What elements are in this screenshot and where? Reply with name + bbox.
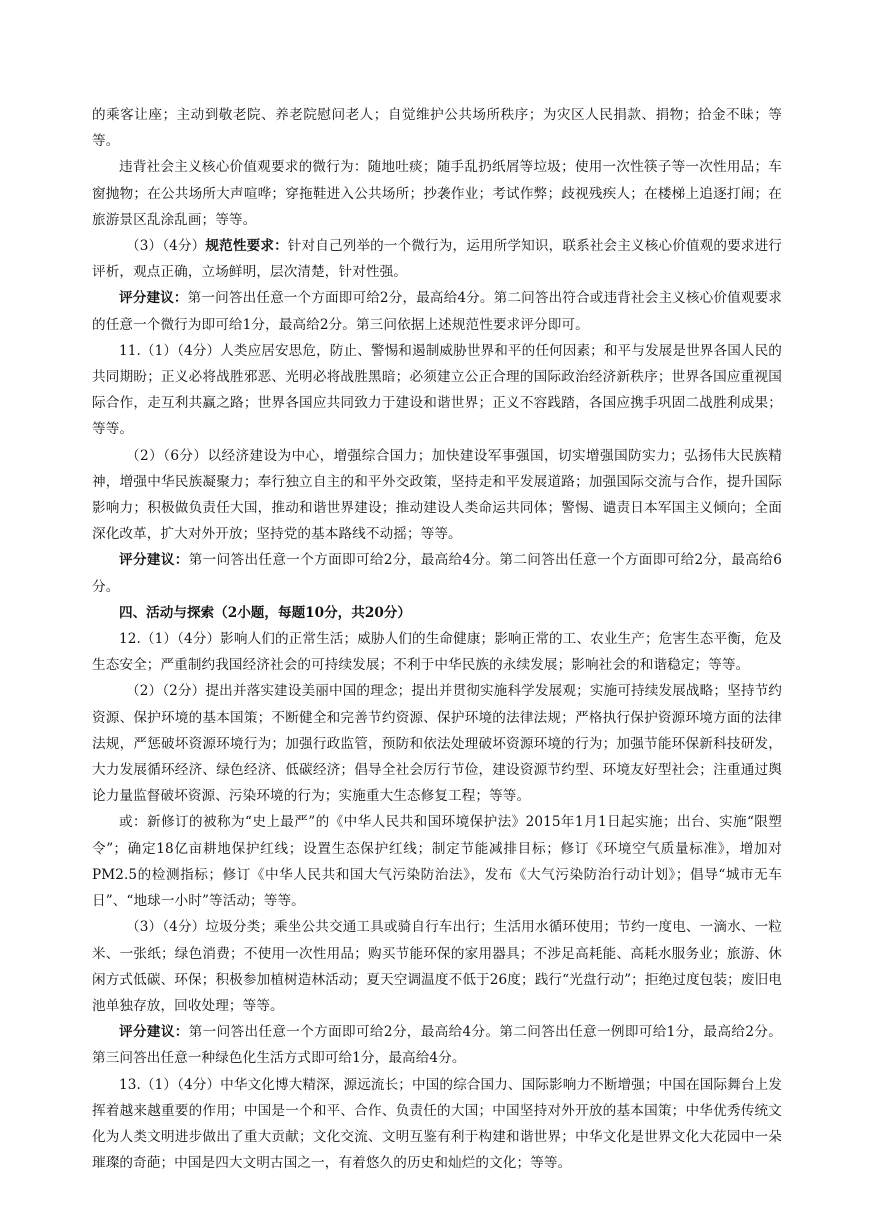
answer-document [92,102,782,1176]
scoring-note-text: 第一问答出任意一个方面即可给2分，最高给4分。第二问答出任意一例即可给1分，最高给2分。第三问答出任意一种绿色化生活方式即可给1分，最高给4分。 [92,1024,782,1067]
scoring-note-label: 评分建议： [119,290,188,307]
answer-text: 针对自己列举的一个微行为，运用所学知识，联系社会主义核心价值观的要求进行评析，观点正确，立场鲜明，层次清楚，针对性强。 [92,238,782,281]
answer-paragraph-12-2: （2）（2分）提出并落实建设美丽中国的理念；提出并贯彻实施科学发展观；实施可持续发展战略；坚持节约资源、保护环境的基本国策；不断健全和完善节约资源、保护环境的法律法规；严格执行保护资源环境方面的法律法规，严惩破坏资源环境行为；加强行政监管，预防和依法处理破坏资源环境的行为；加强节能环保新科技研发，大力发展循环经济、绿色经济、低碳经济；倡导全社会厉行节俭，建设资源节约型、环境友好型社会；注重通过舆论力量监督破坏资源、污染环境的行为；实施重大生态修复工程；等等。 [92,683,782,805]
answer-paragraph-13-1: 13.（1）（4分）中华文化博大精深，源远流长；中国的综合国力、国际影响力不断增强；中国在国际舞台上发挥着越来越重要的作用；中国是一个和平、合作、负责任的大国；中国坚持对外开放的基本国策；中华优秀传统文化为人类文明进步做出了重大贡献；文化交流、文明互鉴有利于构建和谐世界；中华文化是世界文化大花园中一朵璀璨的奇葩；中国是四大文明古国之一，有着悠久的历史和灿烂的文化；等等。 [92,1076,782,1172]
answer-paragraph-11-1: 11.（1）（4分）人类应居安思危，防止、警惕和遏制威胁世界和平的任何因素；和平与发展是世界各国人民的共同期盼；正义必将战胜邪恶、光明必将战胜黑暗；必须建立公正合理的国际政治经济新秩序；世界各国应重视国际合作，走互利共赢之路；世界各国应共同致力于建设和谐世界；正义不容践踏，各国应携手巩固二战胜利成果；等等。 [92,342,782,438]
scoring-note-label: 评分建议： [119,1024,189,1041]
answer-paragraph-12-2-alt: 或：新修订的被称为“史上最严”的《中华人民共和国环境保护法》2015年1月1日起实施；出台、实施“限塑令”；确定18亿亩耕地保护红线；设置生态保护红线；制定节能减排目标；修订《环境空气质量标准》，增加对PM2.5的检测指标；修订《中华人民共和国大气污染防治法》，发布《大气污染防治行动计划》；倡导“城市无车日”、“地球一小时”等活动；等等。 [92,814,782,910]
scoring-note-12 [92,1019,782,1071]
section-heading-activities: 四、活动与探索（2小题，每题10分，共20分） [119,604,411,621]
normative-requirement-label: 规范性要求： [205,238,288,255]
answer-paragraph-10-3 [92,233,782,285]
scoring-note-10 [92,285,782,337]
scoring-note-text: 第一问答出任意一个方面即可给2分，最高给4分。第二问答出符合或违背社会主义核心价值观要求的任意一个微行为即可给1分，最高给2分。第三问依据上述规范性要求评分即可。 [92,290,782,333]
answer-paragraph-continuation: 的乘客让座；主动到敬老院、养老院慰问老人；自觉维护公共场所秩序；为灾区人民捐款、捐物；拾金不昧；等等。 [92,107,782,150]
scoring-note-text: 第一问答出任意一个方面即可给2分，最高给4分。第二问答出任意一个方面即可给2分，最高给6分。 [92,552,782,595]
scoring-note-11 [92,547,782,599]
answer-paragraph-12-3: （3）（4分）垃圾分类；乘坐公共交通工具或骑自行车出行；生活用水循环使用；节约一度电、一滴水、一粒米、一张纸；绿色消费；不使用一次性用品；购买节能环保的家用器具；不涉足高耗能、高耗水服务业；旅游、休闲方式低碳、环保；积极参加植树造林活动；夏天空调温度不低于26度；践行“光盘行动”；拒绝过度包装；废旧电池单独存放，回收处理；等等。 [92,919,782,1014]
answer-paragraph-12-1: 12.（1）（4分）影响人们的正常生活；威胁人们的生命健康；影响正常的工、农业生产；危害生态平衡，危及生态安全；严重制约我国经济社会的可持续发展；不利于中华民族的永续发展；影响社会的和谐稳定；等等。 [92,631,782,674]
answer-paragraph-11-2: （2）（6分）以经济建设为中心，增强综合国力；加快建设军事强国，切实增强国防实力；弘扬伟大民族精神，增强中华民族凝聚力；奉行独立自主的和平外交政策，坚持走和平发展道路；加强国际交流与合作，提升国际影响力；积极做负责任大国，推动和谐世界建设；推动建设人类命运共同体；警惕、谴责日本军国主义倾向；全面深化改革，扩大对外开放；坚持党的基本路线不动摇；等等。 [92,447,782,543]
question-label: （3）（4分） [126,238,206,255]
answer-paragraph-violations: 违背社会主义核心价值观要求的微行为：随地吐痰；随手乱扔纸屑等垃圾；使用一次性筷子等一次性用品；车窗抛物；在公共场所大声喧哗；穿拖鞋进入公共场所；抄袭作业；考试作弊；歧视残疾人；在楼梯上追逐打闹；在旅游景区乱涂乱画；等等。 [92,159,782,228]
scoring-note-label: 评分建议： [119,552,189,569]
